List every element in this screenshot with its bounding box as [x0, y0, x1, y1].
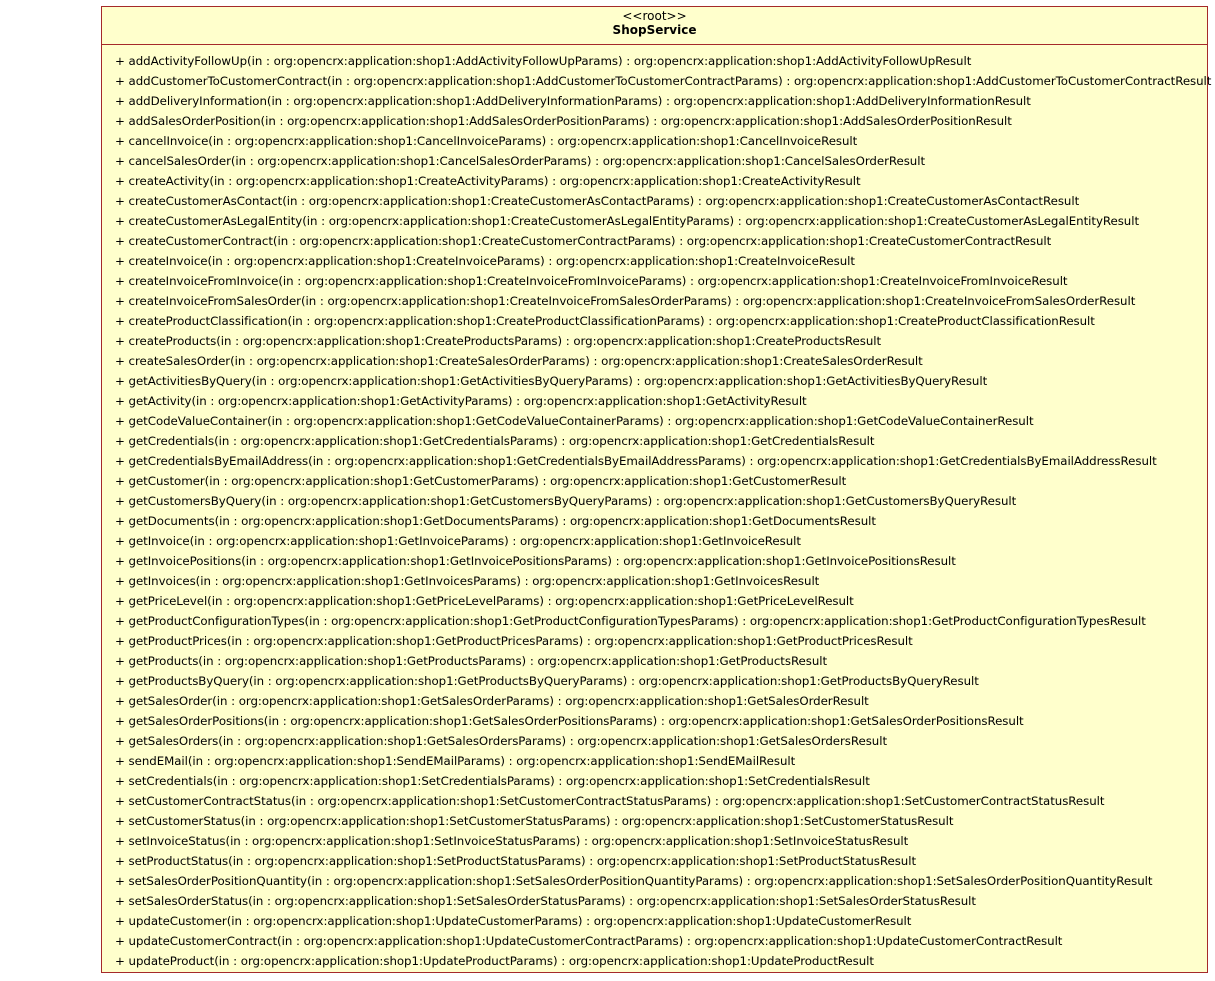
operation-row: + setCustomerContractStatus(in : org:opencrx:application:shop1:SetCustomerContractStatusParams) : org:opencrx:application:shop1:SetCustomerContractStatusResult [115, 794, 1105, 808]
operation-row: + getInvoicePositions(in : org:opencrx:application:shop1:GetInvoicePositionsParams) : org:opencrx:application:shop1:GetInvoicePositionsResult [115, 554, 956, 568]
class-header [102, 7, 1207, 45]
operation-row: + updateProduct(in : org:opencrx:application:shop1:UpdateProductParams) : org:opencrx:application:shop1:UpdateProductResult [115, 954, 874, 968]
operation-row: + getSalesOrderPositions(in : org:opencrx:application:shop1:GetSalesOrderPositionsParams) : org:opencrx:application:shop1:GetSalesOrderPositionsResult [115, 714, 1024, 728]
operation-row: + updateCustomerContract(in : org:opencrx:application:shop1:UpdateCustomerContractParams) : org:opencrx:application:shop1:UpdateCustomerContractResult [115, 934, 1063, 948]
operation-row: + createSalesOrder(in : org:opencrx:application:shop1:CreateSalesOrderParams) : org:opencrx:application:shop1:CreateSalesOrderResult [115, 354, 923, 368]
operation-row: + createInvoiceFromInvoice(in : org:opencrx:application:shop1:CreateInvoiceFromInvoiceParams) : org:opencrx:application:shop1:CreateInvoiceFromInvoiceResult [115, 274, 1068, 288]
operation-row: + createCustomerContract(in : org:opencrx:application:shop1:CreateCustomerContractParams) : org:opencrx:application:shop1:CreateCustomerContractResult [115, 234, 1052, 248]
uml-class-box [101, 6, 1212, 973]
operation-row: + setProductStatus(in : org:opencrx:application:shop1:SetProductStatusParams) : org:opencrx:application:shop1:SetProductStatusResult [115, 854, 917, 868]
operation-row: + getProductPrices(in : org:opencrx:application:shop1:GetProductPricesParams) : org:opencrx:application:shop1:GetProductPricesResult [115, 634, 913, 648]
operation-row: + addSalesOrderPosition(in : org:opencrx:application:shop1:AddSalesOrderPositionParams) : org:opencrx:application:shop1:AddSalesOrderPositionResult [115, 114, 1012, 128]
operation-row: + setSalesOrderPositionQuantity(in : org:opencrx:application:shop1:SetSalesOrderPositionQuantityParams) : org:opencrx:application:shop1:SetSalesOrderPositionQuantityResult [115, 874, 1153, 888]
operation-row: + addActivityFollowUp(in : org:opencrx:application:shop1:AddActivityFollowUpParams) : org:opencrx:application:shop1:AddActivityFollowUpResult [115, 54, 972, 68]
operation-row: + createCustomerAsContact(in : org:opencrx:application:shop1:CreateCustomerAsContactParams) : org:opencrx:application:shop1:CreateCustomerAsContactResult [115, 194, 1080, 208]
operation-row: + getCredentialsByEmailAddress(in : org:opencrx:application:shop1:GetCredentialsByEmailAddressParams) : org:opencrx:application:shop1:GetCredentialsByEmailAddressResult [115, 454, 1157, 468]
operation-row: + createCustomerAsLegalEntity(in : org:opencrx:application:shop1:CreateCustomerAsLegalEntityParams) : org:opencrx:application:shop1:CreateCustomerAsLegalEntityResult [115, 214, 1140, 228]
operation-row: + updateCustomer(in : org:opencrx:application:shop1:UpdateCustomerParams) : org:opencrx:application:shop1:UpdateCustomerResult [115, 914, 912, 928]
operation-row: + getCodeValueContainer(in : org:opencrx:application:shop1:GetCodeValueContainerParams) : org:opencrx:application:shop1:GetCodeValueContainerResult [115, 414, 1034, 428]
operation-row: + cancelInvoice(in : org:opencrx:application:shop1:CancelInvoiceParams) : org:opencrx:application:shop1:CancelInvoiceResult [115, 134, 858, 148]
operation-row: + getActivity(in : org:opencrx:application:shop1:GetActivityParams) : org:opencrx:application:shop1:GetActivityResult [115, 394, 807, 408]
operation-row: + addDeliveryInformation(in : org:opencrx:application:shop1:AddDeliveryInformationParams) : org:opencrx:application:shop1:AddDeliveryInformationResult [115, 94, 1031, 108]
operation-row: + setCredentials(in : org:opencrx:application:shop1:SetCredentialsParams) : org:opencrx:application:shop1:SetCredentialsResult [115, 774, 870, 788]
operation-row: + getProductConfigurationTypes(in : org:opencrx:application:shop1:GetProductConfigurationTypesParams) : org:opencrx:application:shop1:GetProductConfigurationTypesResult [115, 614, 1146, 628]
operation-row: + getProductsByQuery(in : org:opencrx:application:shop1:GetProductsByQueryParams) : org:opencrx:application:shop1:GetProductsByQueryResult [115, 674, 979, 688]
class-stereotype: <<root>> [622, 9, 687, 23]
operation-row: + createProducts(in : org:opencrx:application:shop1:CreateProductsParams) : org:opencrx:application:shop1:CreateProductsResult [115, 334, 882, 348]
operation-row: + getActivitiesByQuery(in : org:opencrx:application:shop1:GetActivitiesByQueryParams) : org:opencrx:application:shop1:GetActivitiesByQueryResult [115, 374, 988, 388]
operation-row: + addCustomerToCustomerContract(in : org:opencrx:application:shop1:AddCustomerToCustomerContractParams) : org:opencrx:application:shop1:AddCustomerToCustomerContractResult [115, 74, 1212, 88]
class-name: ShopService [612, 23, 697, 37]
operation-row: + getCustomersByQuery(in : org:opencrx:application:shop1:GetCustomersByQueryParams) : org:opencrx:application:shop1:GetCustomersByQueryResult [115, 494, 1017, 508]
operation-row: + createInvoice(in : org:opencrx:application:shop1:CreateInvoiceParams) : org:opencrx:application:shop1:CreateInvoiceResult [115, 254, 855, 268]
operation-row: + getProducts(in : org:opencrx:application:shop1:GetProductsParams) : org:opencrx:application:shop1:GetProductsResult [115, 654, 828, 668]
operation-row: + sendEMail(in : org:opencrx:application:shop1:SendEMailParams) : org:opencrx:application:shop1:SendEMailResult [115, 754, 796, 768]
operation-row: + cancelSalesOrder(in : org:opencrx:application:shop1:CancelSalesOrderParams) : org:opencrx:application:shop1:CancelSalesOrderResult [115, 154, 926, 168]
operations-compartment [102, 45, 1212, 971]
operation-row: + setSalesOrderStatus(in : org:opencrx:application:shop1:SetSalesOrderStatusParams) : org:opencrx:application:shop1:SetSalesOrderStatusResult [115, 894, 976, 908]
operation-row: + createInvoiceFromSalesOrder(in : org:opencrx:application:shop1:CreateInvoiceFromSalesOrderParams) : org:opencrx:application:shop1:CreateInvoiceFromSalesOrderResult [115, 294, 1136, 308]
operation-row: + setCustomerStatus(in : org:opencrx:application:shop1:SetCustomerStatusParams) : org:opencrx:application:shop1:SetCustomerStatusResult [115, 814, 954, 828]
operation-row: + getPriceLevel(in : org:opencrx:application:shop1:GetPriceLevelParams) : org:opencrx:application:shop1:GetPriceLevelResult [115, 594, 854, 608]
operation-row: + getCredentials(in : org:opencrx:application:shop1:GetCredentialsParams) : org:opencrx:application:shop1:GetCredentialsResult [115, 434, 875, 448]
operation-row: + createActivity(in : org:opencrx:application:shop1:CreateActivityParams) : org:opencrx:application:shop1:CreateActivityResult [115, 174, 861, 188]
operation-row: + getCustomer(in : org:opencrx:application:shop1:GetCustomerParams) : org:opencrx:application:shop1:GetCustomerResult [115, 474, 847, 488]
operation-row: + getInvoices(in : org:opencrx:application:shop1:GetInvoicesParams) : org:opencrx:application:shop1:GetInvoicesResult [115, 574, 820, 588]
operation-row: + getDocuments(in : org:opencrx:application:shop1:GetDocumentsParams) : org:opencrx:application:shop1:GetDocumentsResult [115, 514, 876, 528]
operation-row: + getSalesOrder(in : org:opencrx:application:shop1:GetSalesOrderParams) : org:opencrx:application:shop1:GetSalesOrderResult [115, 694, 869, 708]
operation-row: + createProductClassification(in : org:opencrx:application:shop1:CreateProductClassificationParams) : org:opencrx:application:shop1:CreateProductClassificationResult [115, 314, 1095, 328]
operation-row: + setInvoiceStatus(in : org:opencrx:application:shop1:SetInvoiceStatusParams) : org:opencrx:application:shop1:SetInvoiceStatusResult [115, 834, 909, 848]
operation-row: + getInvoice(in : org:opencrx:application:shop1:GetInvoiceParams) : org:opencrx:application:shop1:GetInvoiceResult [115, 534, 801, 548]
operation-row: + getSalesOrders(in : org:opencrx:application:shop1:GetSalesOrdersParams) : org:opencrx:application:shop1:GetSalesOrdersResult [115, 734, 888, 748]
